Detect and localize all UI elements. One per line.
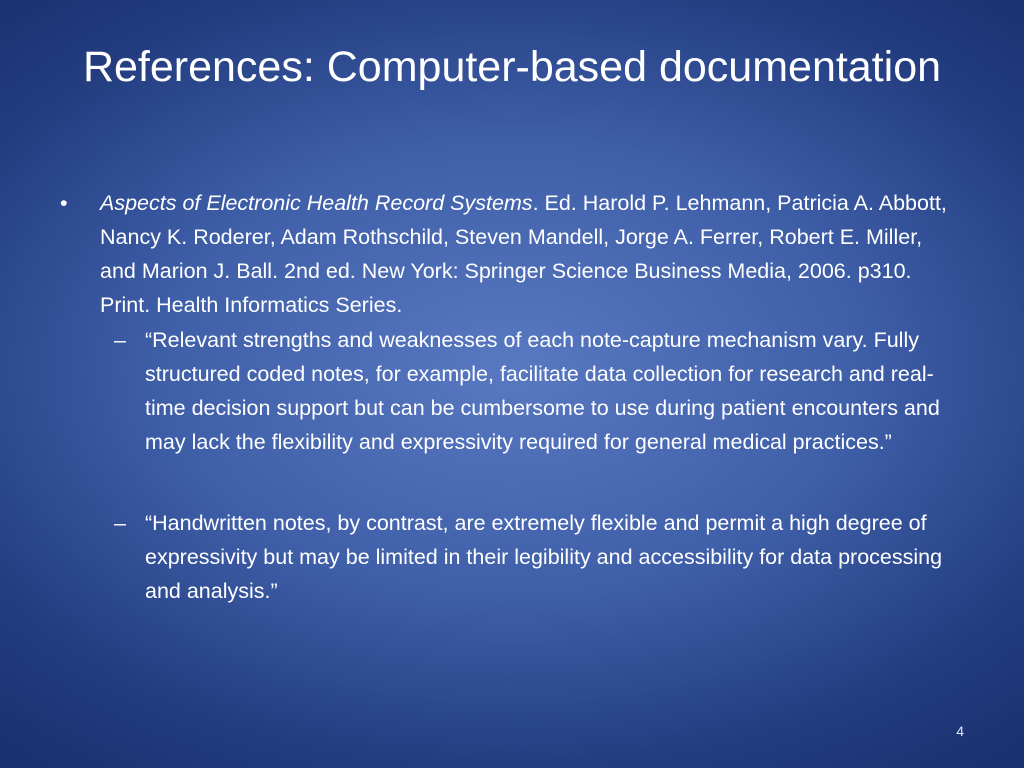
reference-details: . Ed. Harold P. Lehmann, Patricia A. Abbott, Nancy K. Roderer, Adam Rothschild, Steven Mandell, Jorge A. Ferrer, Robert E. Miller, and Marion J. Ball. 2nd ed. New York: Springer Science Business Media, 2006. p310. Print. Health Informatics Series. (100, 191, 947, 317)
slide-title: References: Computer-based documentation (82, 43, 942, 91)
dash-marker: – (114, 328, 126, 352)
reference-title: Aspects of Electronic Health Record Systems (100, 191, 533, 215)
slide-body (58, 186, 958, 608)
spacer (58, 459, 958, 506)
quote-text-1: “Relevant strengths and weaknesses of each note-capture mechanism vary. Fully structured coded notes, for example, facilitate data collection for research and real-time decision support but can be cumbersome to use during patient encounters and may lack the flexibility and expressivity required for general medical practices.” (145, 328, 940, 454)
quote-text-2: “Handwritten notes, by contrast, are extremely flexible and permit a high degree of expressivity but may be limited in their legibility and accessibility for data processing and analysis.” (145, 511, 943, 603)
quote-bullet-1 (58, 323, 958, 459)
reference-bullet (58, 186, 958, 322)
page-number: 4 (956, 723, 964, 739)
dash-marker: – (114, 511, 126, 535)
bullet-marker: • (60, 191, 68, 215)
quote-bullet-2 (58, 506, 958, 608)
